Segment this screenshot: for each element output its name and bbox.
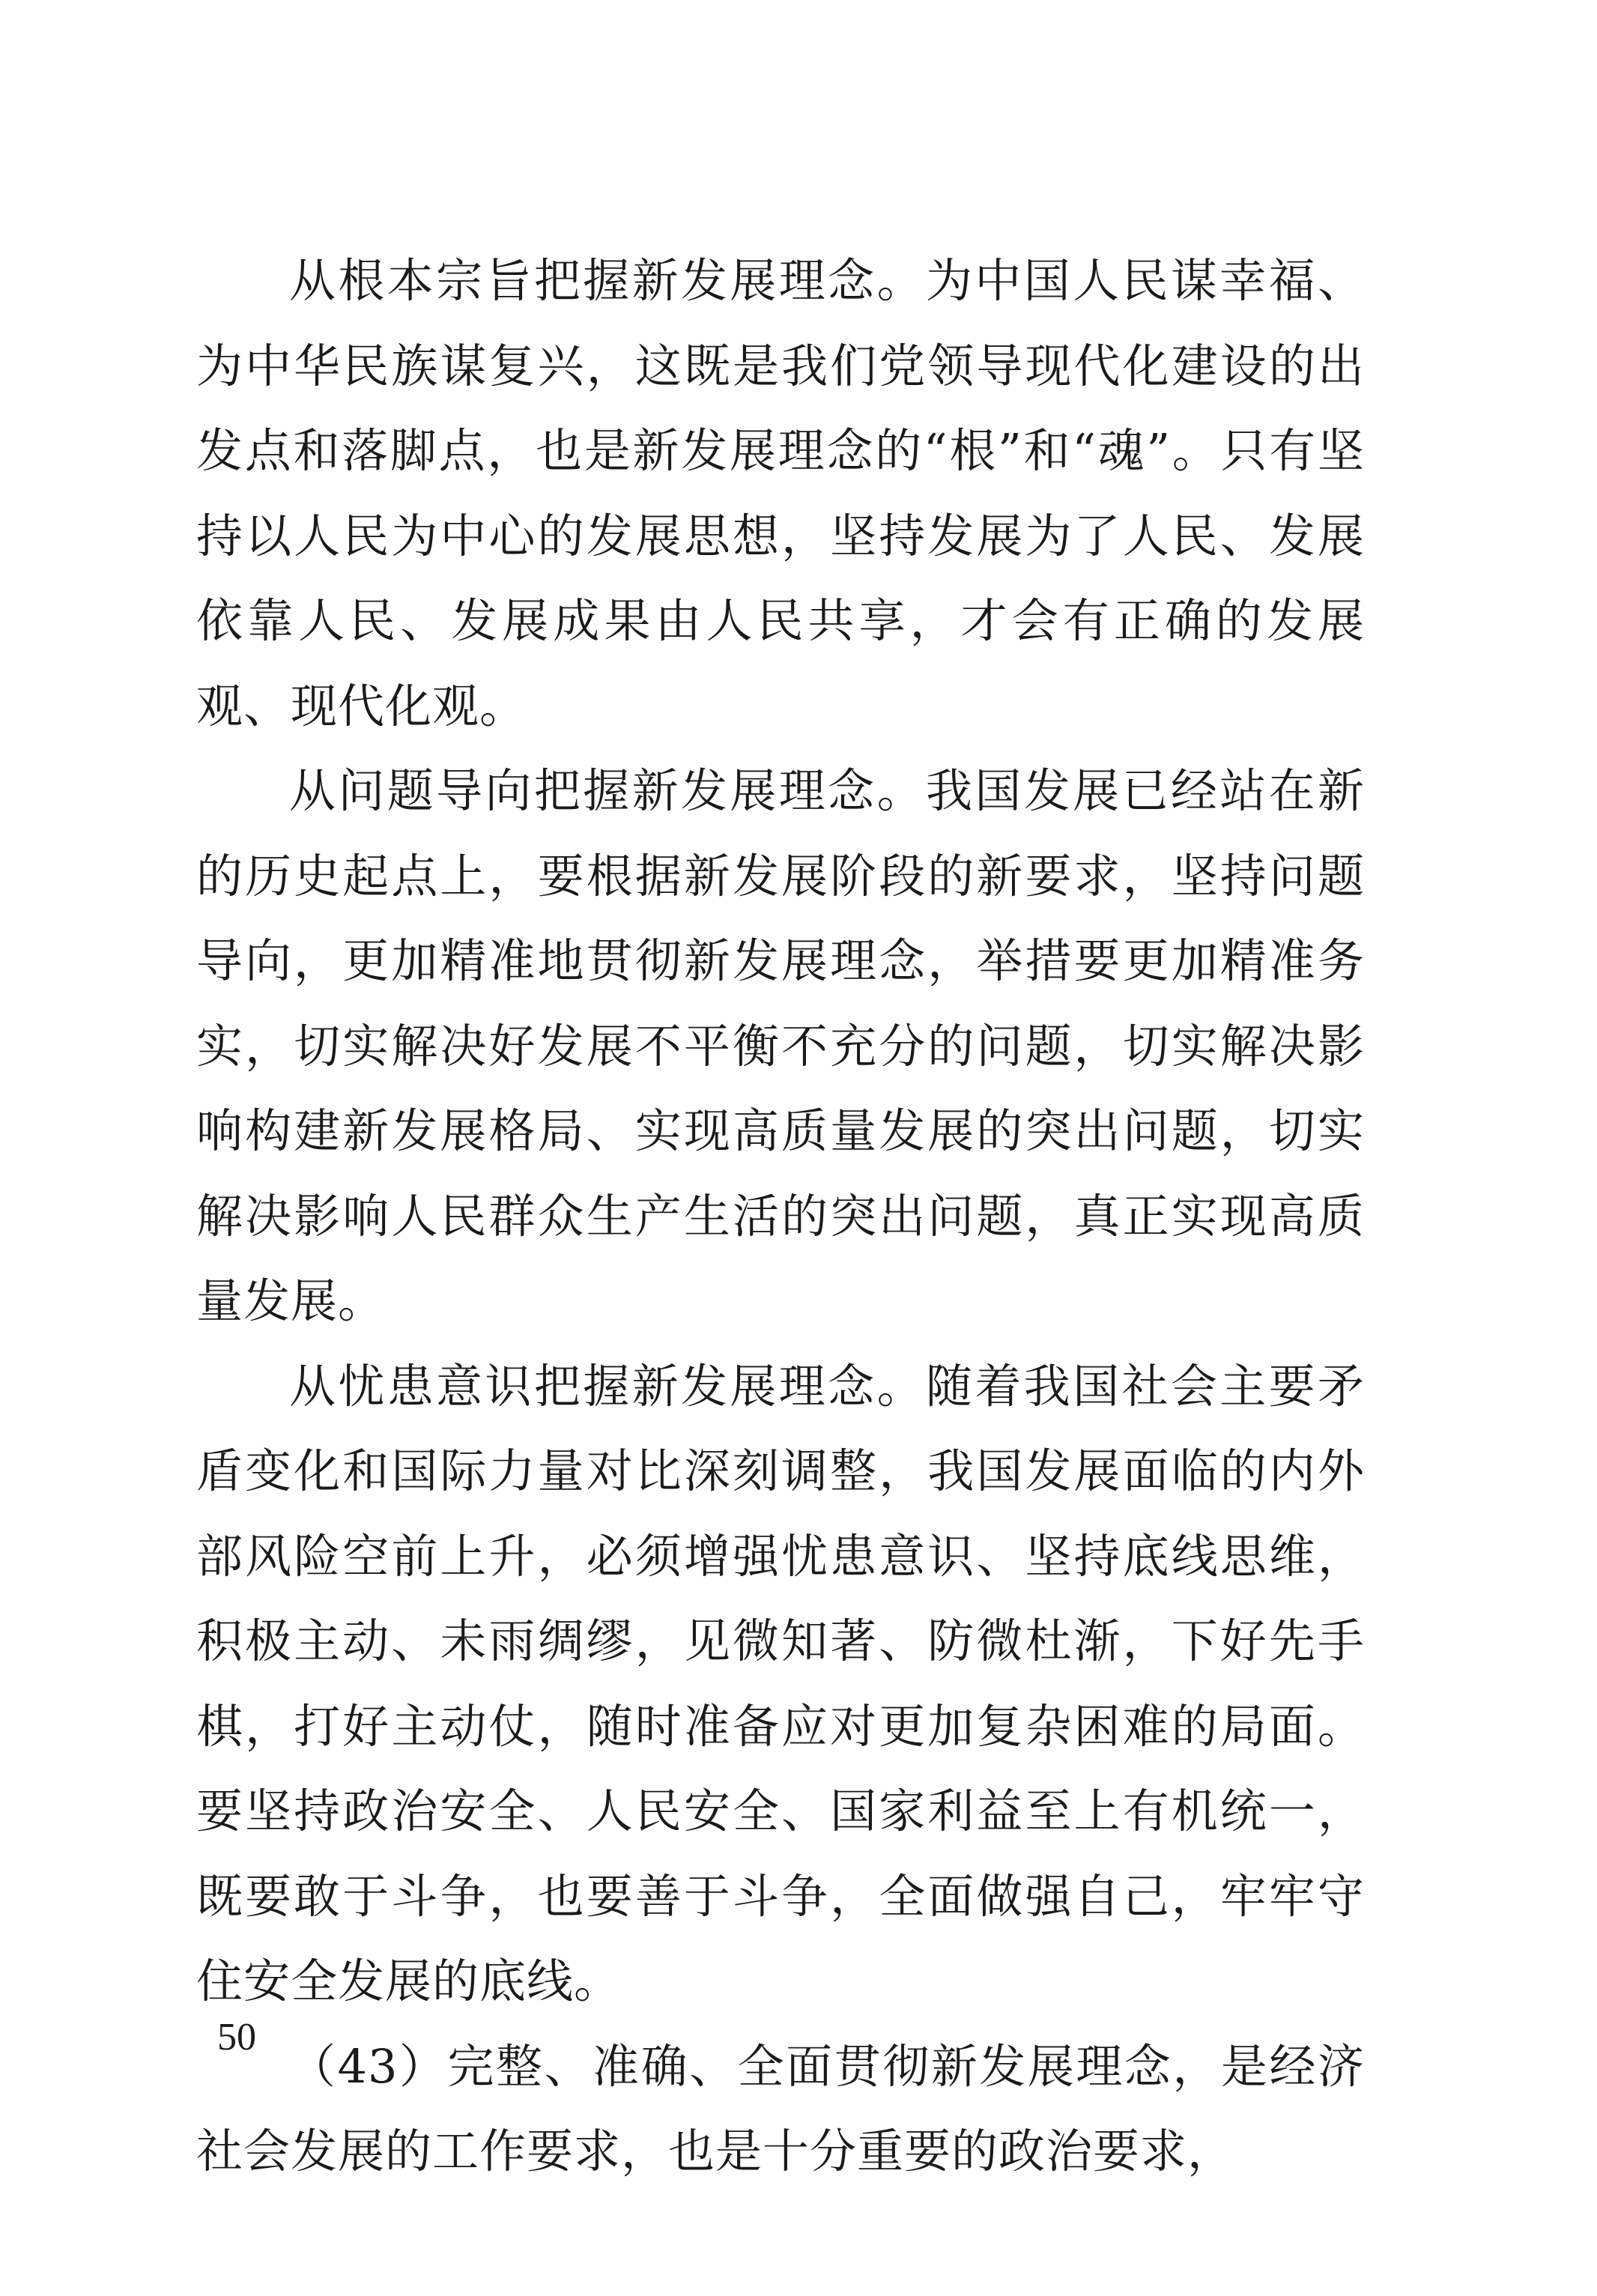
paragraph-problem-orientation: 从问题导向把握新发展理念。我国发展已经站在新的历史起点上，要根据新发展阶段的新要求，坚持问题导向，更加精准地贯彻新发展理念，举措要更加精准务实，切实解决好发展不平衡不充分的问题，切实解决影响构建新发展格局、实现高质量发展的突出问题，切实解决影响人民群众生产生活的突出问题，真正实现高质量发展。 — [196, 763, 1365, 1328]
body-text — [196, 238, 1365, 2194]
paragraph-sense-of-crisis: 从忧患意识把握新发展理念。随着我国社会主要矛盾变化和国际力量对比深刻调整，我国发展面临的内外部风险空前上升，必须增强忧患意识、坚持底线思维，积极主动、未雨绸缪，见微知著、防微杜渐，下好先手棋，打好主动仗，随时准备应对更加复杂困难的局面。要坚持政治安全、人民安全、国家利益至上有机统一，既要敢于斗争，也要善于斗争，全面做强自己，牢牢守住安全发展的底线。 — [196, 1358, 1365, 2008]
paragraph-43: （43）完整、准确、全面贯彻新发展理念，是经济社会发展的工作要求，也是十分重要的政治要求， — [196, 2038, 1365, 2178]
page-number: 50 — [217, 2016, 256, 2059]
paragraph-fundamental-purpose: 从根本宗旨把握新发展理念。为中国人民谋幸福、为中华民族谋复兴，这既是我们党领导现代化建设的出发点和落脚点，也是新发展理念的“根”和“魂”。只有坚持以人民为中心的发展思想，坚持发展为了人民、发展依靠人民、发展成果由人民共享，才会有正确的发展观、现代化观。 — [196, 253, 1365, 733]
